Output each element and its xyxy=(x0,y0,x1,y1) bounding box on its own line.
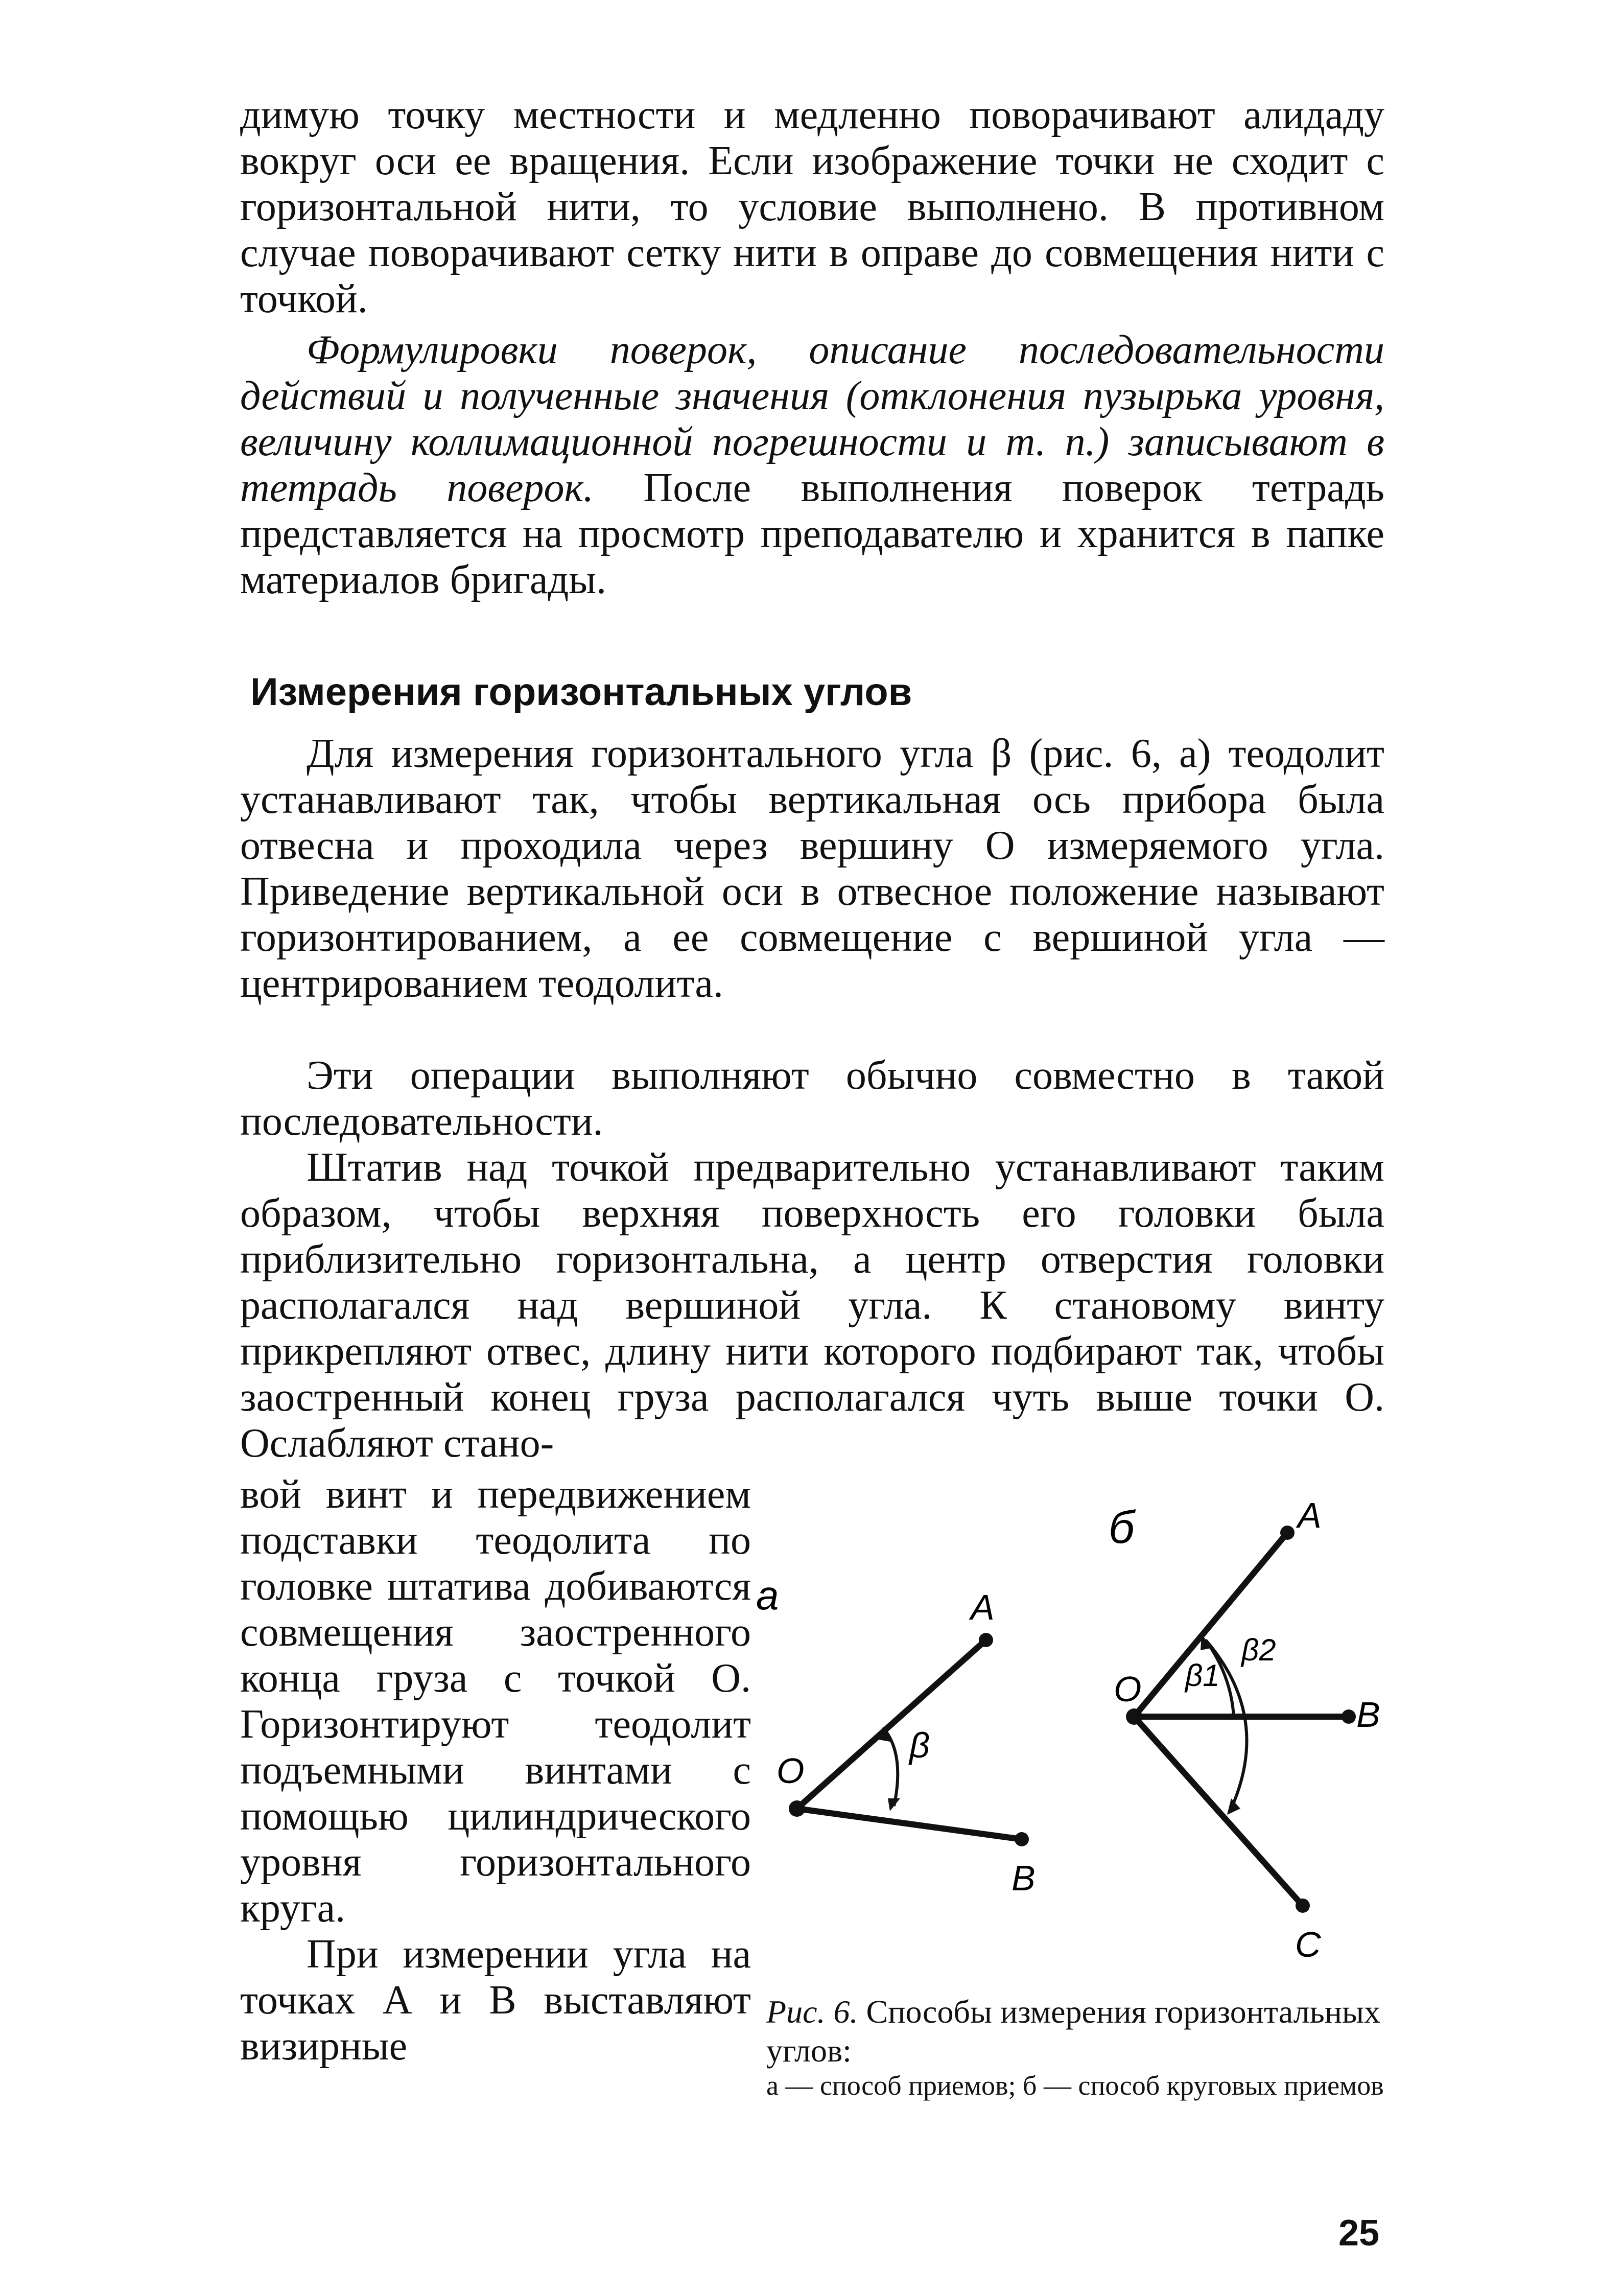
panel-b-point-c-label: С xyxy=(1295,1925,1321,1964)
caption-legend: а — способ приемов; б — способ круговых приемов xyxy=(766,2070,1384,2101)
panel-b-point-c-dot xyxy=(1296,1899,1310,1913)
panel-b-vertex-label: О xyxy=(1114,1669,1142,1709)
paragraph-3 xyxy=(240,731,1384,1006)
paragraph-2-text xyxy=(240,327,1384,603)
panel-a-label: а xyxy=(756,1573,779,1618)
figure-caption xyxy=(766,1993,1390,2101)
panel-b-label: б xyxy=(1109,1502,1135,1553)
panel-a-arrow-bottom xyxy=(888,1798,900,1811)
panel-b-angle2-label: β2 xyxy=(1241,1633,1276,1667)
panel-b-angle1-label: β1 xyxy=(1185,1658,1220,1693)
left-column xyxy=(240,1471,751,2069)
panel-a-ray-ob xyxy=(797,1809,1022,1839)
panel-a-vertex-dot xyxy=(789,1800,805,1817)
paragraph-2-normal: После выполнения поверок тетрадь представляется на просмотр преподавателю и хранится в папке материалов бригады. xyxy=(240,465,1385,602)
panel-b-point-b-label: В xyxy=(1356,1695,1380,1735)
paragraph-5-text: Штатив над точкой предварительно устанавливают таким образом, чтобы верхняя поверхность его головки была приблизительно горизонтальна, а центр отверстия головки располагался над вершиной угла. К становому винту прикрепляют отвес, длину нити которого подбирают так, чтобы заостренный конец груза располагался чуть выше точки О. Ослабляют стано- xyxy=(240,1145,1384,1466)
paragraph-3-text: Для измерения горизонтального угла β (рис. 6, а) теодолит устанавливают так, чтобы вертикальная ось прибора была отвесна и проходила через вершину О измеряемого угла. Приведение вертикальной оси в отвесное положение называют горизонтированием, а ее совмещение с вершиной угла — центрированием теодолита. xyxy=(240,731,1384,1006)
left-column-text-2: При измерении угла на точках А и В выставляют визирные xyxy=(240,1932,751,2069)
section-heading: Измерения горизонтальных углов xyxy=(250,670,912,714)
panel-a-angle-arc xyxy=(886,1732,898,1806)
paragraph-2 xyxy=(240,327,1384,603)
panel-a-angle-label: β xyxy=(909,1725,930,1765)
paragraph-1 xyxy=(240,92,1384,322)
panel-a-point-b-dot xyxy=(1015,1832,1029,1846)
panel-a-point-a-dot xyxy=(979,1633,993,1647)
paragraph-2-italic: Формулировки поверок, описание последовательности действий и полученные значения (отклонения пузырька уровня, величину коллимационной погрешности и т. п.) записывают в тетрадь поверок. xyxy=(240,327,1384,510)
panel-a-vertex-label: О xyxy=(777,1751,805,1791)
paragraph-5 xyxy=(240,1144,1384,1466)
caption-title: Способы измерения горизонтальных углов: xyxy=(766,1994,1381,2069)
panel-b-vertex-dot xyxy=(1126,1708,1142,1725)
panel-a-point-a-label: А xyxy=(971,1587,995,1627)
left-column-text-1: вой винт и передвижением подставки теодолита по головке штатива добиваются совмещения заостренного конца груза с точкой О. Горизонтируют теодолит подъемными винтами с помощью цилиндрического уровня горизонтального круга. xyxy=(240,1472,751,1931)
caption-title-line xyxy=(766,1993,1390,2070)
panel-b-point-b-dot xyxy=(1342,1709,1356,1724)
paragraph-4 xyxy=(240,1052,1384,1144)
panel-b-ray-oc xyxy=(1134,1717,1303,1906)
caption-figure-label: Рис. 6. xyxy=(766,1994,858,2030)
panel-b-point-a-dot xyxy=(1280,1526,1295,1540)
panel-a-point-b-label: В xyxy=(1012,1858,1036,1898)
paragraph-4-text: Эти операции выполняют обычно совместно в такой последовательности. xyxy=(240,1053,1384,1144)
paragraph-1-text: димую точку местности и медленно поворачивают алидаду вокруг оси ее вращения. Если изображение точки не сходит с горизонтальной нити, то условие выполнено. В противном случае поворачивают сетку нити в оправе до совмещения нити с точкой. xyxy=(240,92,1384,321)
figure-diagram xyxy=(756,1471,1390,1982)
panel-b-point-a-label: А xyxy=(1298,1495,1322,1535)
page-number: 25 xyxy=(1338,2213,1380,2254)
panel-a-ray-oa xyxy=(797,1640,986,1809)
